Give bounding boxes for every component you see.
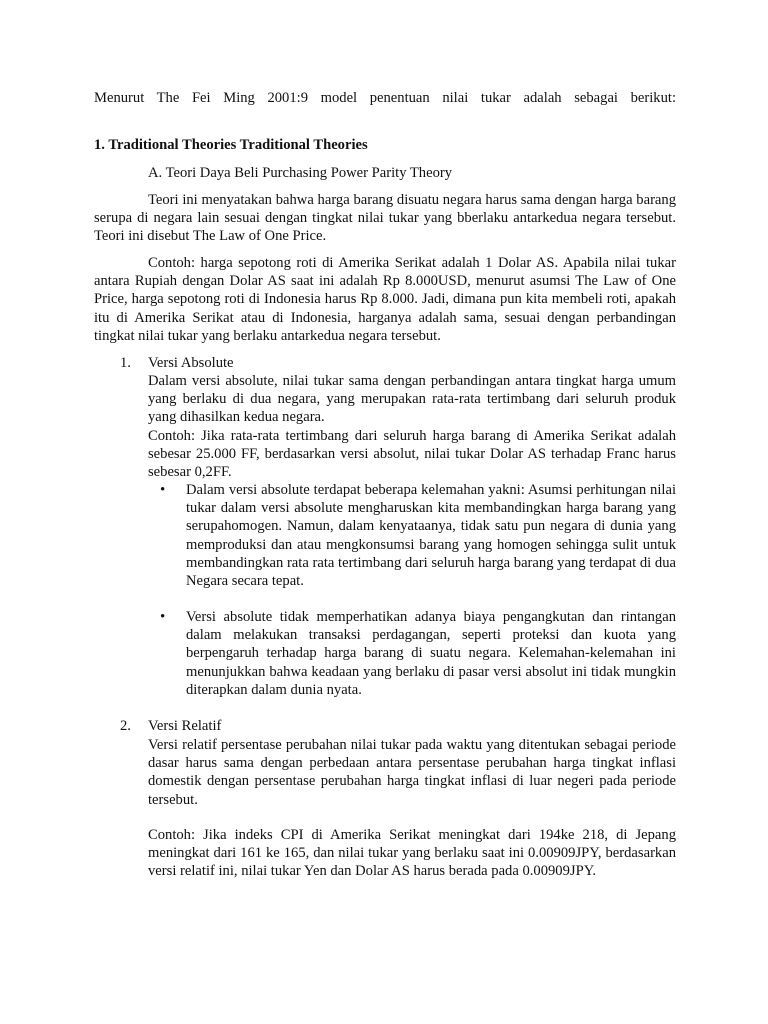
theory-paragraph: Teori ini menyatakan bahwa harga barang disuatu negara harus sama dengan harga barang serupa di negara lain sesuai dengan tingkat nilai tukar yang bberlaku antarkedua negara tersebut. Teori ini disebut The Law of One Price.: [94, 192, 676, 245]
section-heading: 1. Traditional Theories Traditional Theories: [94, 137, 368, 153]
version-relative-title: Versi Relatif: [148, 718, 222, 734]
bullet-icon: •: [160, 482, 166, 498]
list-number-2: 2.: [120, 718, 131, 734]
bullet-icon: •: [160, 609, 166, 625]
version-relative-example: Contoh: Jika indeks CPI di Amerika Serikat meningkat dari 194ke 218, di Jepang meningkat dari 161 ke 165, dan nilai tukar yang berlaku saat ini 0.00909JPY, berdasarkan versi relatif ini, nilai tukar Yen dan Dolar AS harus berada pada 0.00909JPY.: [148, 827, 676, 880]
intro-paragraph: Menurut The Fei Ming 2001:9 model penentuan nilai tukar adalah sebagai berikut:: [94, 90, 676, 106]
version-relative-description: Versi relatif persentase perubahan nilai tukar pada waktu yang ditentukan sebagai periode dasar harus sama dengan perbedaan antara persentase perubahan harga tingkat inflasi domestik dengan persentase perubahan harga tingkat inflasi di luar negeri pada periode tersebut.: [148, 737, 676, 808]
weakness-bullet-2: Versi absolute tidak memperhatikan adanya biaya pengangkutan dan rintangan dalam melakukan transaksi perdagangan, seperti proteksi dan kuota yang berpengaruh terhadap harga barang di suatu negara. Kelemahan-kelemahan ini menunjukkan bahwa keadaan yang berlaku di pasar versi absolut ini tidak mungkin diterapkan dalam dunia nyata.: [186, 609, 676, 698]
example-paragraph: Contoh: harga sepotong roti di Amerika Serikat adalah 1 Dolar AS. Apabila nilai tukar antara Rupiah dengan Dolar AS saat ini adalah Rp 8.000USD, menurut asumsi The Law of One Price, harga sepotong roti di Indonesia harus Rp 8.000. Jadi, dimana pun kita membeli roti, apakah itu di Amerika Serikat atau di Indonesia, harganya adalah sama, sesuai dengan perbandingan tingkat nilai tukar yang berlaku antarkedua negara tersebut.: [94, 255, 676, 344]
version-absolute-description: Dalam versi absolute, nilai tukar sama dengan perbandingan antara tingkat harga umum yang berlaku di dua negara, yang merupakan rata-rata tertimbang dari seluruh produk yang dihasilkan kedua negara.: [148, 373, 676, 426]
version-absolute-example: Contoh: Jika rata-rata tertimbang dari seluruh harga barang di Amerika Serikat adalah sebesar 25.000 FF, berdasarkan versi absolut, nilai tukar Dolar AS terhadap Franc harus sebesar 0,2FF.: [148, 428, 676, 481]
list-number-1: 1.: [120, 355, 131, 371]
weakness-bullet-1: Dalam versi absolute terdapat beberapa kelemahan yakni: Asumsi perhitungan nilai tukar dalam versi absolute mengharuskan kita membandingkan harga barang yang serupahomogen. Namun, dalam kenyataanya, tidak satu pun negara di dunia yang memproduksi dan atau mengkonsumsi barang yang homogen sehingga sulit untuk membandingkan rata rata tertimbang dari seluruh harga barang yang terdapat di dua Negara secara tepat.: [186, 482, 676, 590]
subsection-heading: A. Teori Daya Beli Purchasing Power Parity Theory: [148, 165, 453, 181]
version-absolute-title: Versi Absolute: [148, 355, 234, 371]
